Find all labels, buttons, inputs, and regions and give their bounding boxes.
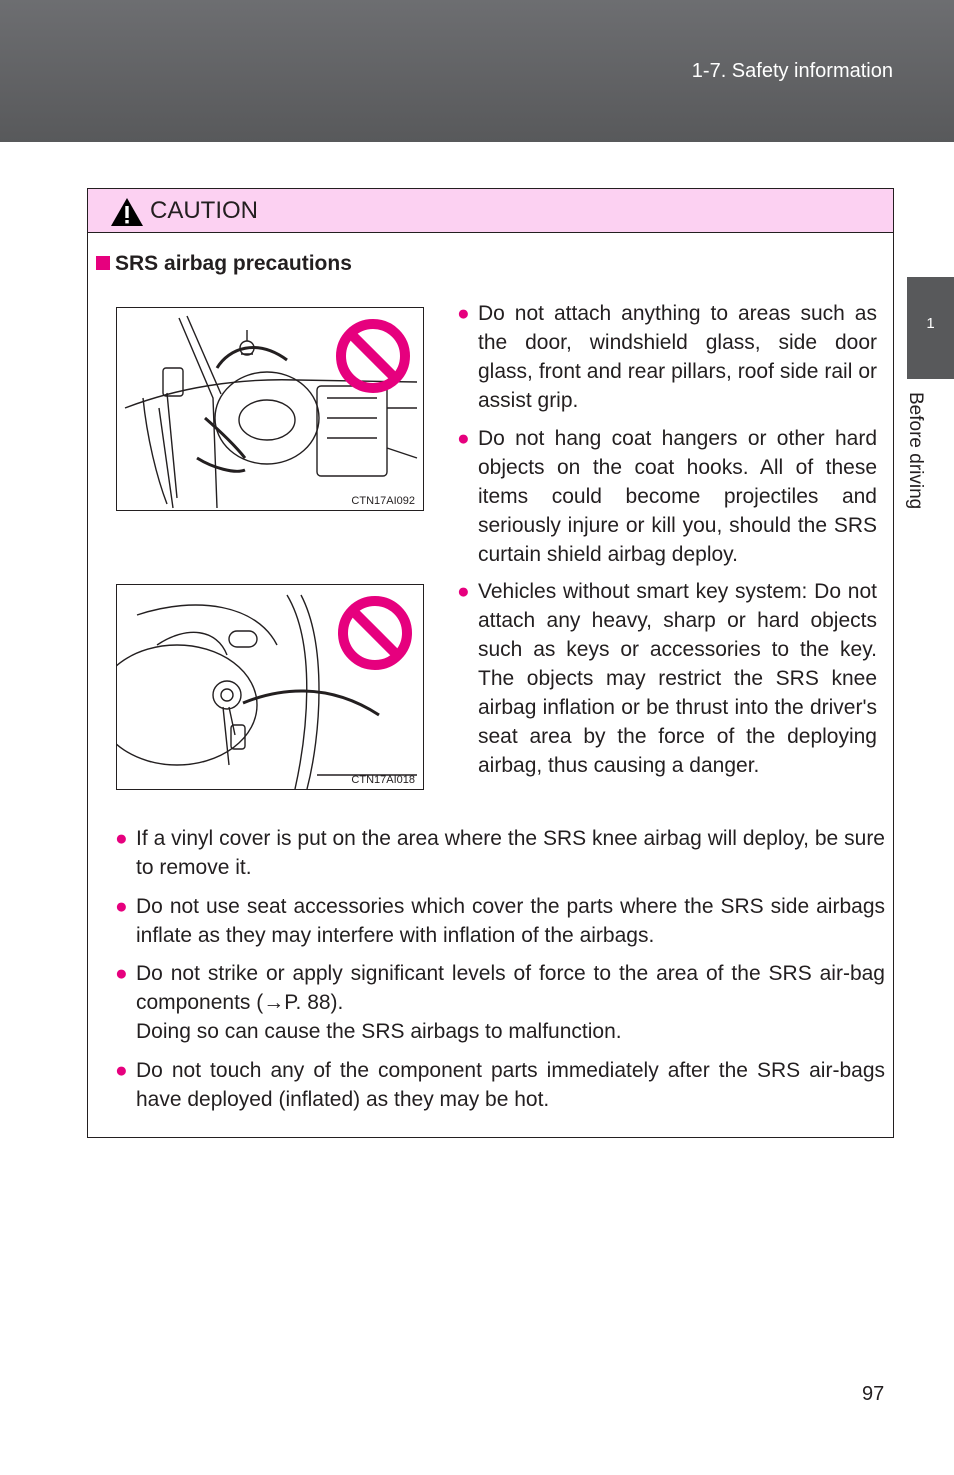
bullet-text: Do not use seat accessories which cover the parts where the SRS side airbags inflate as they may interfere with inflation of the airbags. (136, 895, 885, 947)
figure-ignition-key (116, 584, 424, 790)
page-number: 97 (862, 1383, 885, 1405)
chapter-tab (907, 277, 954, 379)
bullet-text: Do not hang coat hangers or other hard objects on the coat hooks. All of these items could become projectiles and seriously injure or kill you, should the SRS curtain shield airbag deploy. (478, 427, 877, 566)
list-item (115, 892, 885, 950)
warning-triangle-icon (110, 197, 144, 227)
bullet-icon: ● (115, 895, 128, 918)
bullet-icon: ● (115, 827, 128, 850)
section-heading-text: SRS airbag precautions (115, 252, 352, 275)
chapter-label (904, 392, 944, 532)
bullet-icon: ● (115, 1059, 128, 1082)
square-bullet-icon (96, 256, 110, 270)
bullet-icon: ● (115, 962, 128, 985)
figure-code: CTN17AI092 (351, 495, 415, 507)
list-item (115, 824, 885, 882)
figure-dashboard (116, 307, 424, 511)
bullet-text: If a vinyl cover is put on the area where the SRS knee airbag will deploy, be sure to remove it. (136, 827, 885, 879)
section-heading (96, 252, 352, 276)
list-item (457, 424, 877, 569)
caution-bar (88, 189, 893, 233)
prohibition-icon (343, 601, 407, 665)
caution-label: CAUTION (150, 197, 258, 224)
ignition-key-illustration (117, 585, 423, 789)
figure-code: CTN17AI018 (351, 774, 415, 786)
bullet-text: Do not touch any of the component parts immediately after the SRS air-bags have deployed (inflated) as they may be hot. (136, 1059, 885, 1111)
list-item (457, 299, 877, 415)
bullet-note: Doing so can cause the SRS airbags to malfunction. (136, 1020, 622, 1043)
list-item (457, 577, 877, 780)
list-item (115, 1056, 885, 1114)
bullet-icon: ● (457, 302, 470, 325)
dashboard-illustration (117, 308, 423, 510)
section-title-header: 1-7. Safety information (691, 60, 893, 82)
bullet-text: Vehicles without smart key system: Do not attach any heavy, sharp or hard objects such as keys or accessories to the key. The objects may restrict the SRS knee airbag inflation or be thrust into the driver's seat area by the force of the deploying airbag, thus causing a danger. (478, 580, 877, 777)
prohibition-icon (341, 324, 405, 388)
bullet-text: Do not attach anything to areas such as the door, windshield glass, side door glass, front and rear pillars, roof side rail or assist grip. (478, 302, 877, 412)
chapter-label-text: Before driving (905, 392, 926, 510)
bullet-icon: ● (457, 580, 470, 603)
bullet-text: Do not strike or apply significant levels of force to the area of the SRS air-bag components (→P. 88). (136, 962, 885, 1014)
bullet-icon: ● (457, 427, 470, 450)
chapter-number: 1 (926, 315, 935, 332)
list-item (115, 959, 885, 1046)
page-header (0, 0, 954, 142)
caution-box (87, 188, 894, 1138)
